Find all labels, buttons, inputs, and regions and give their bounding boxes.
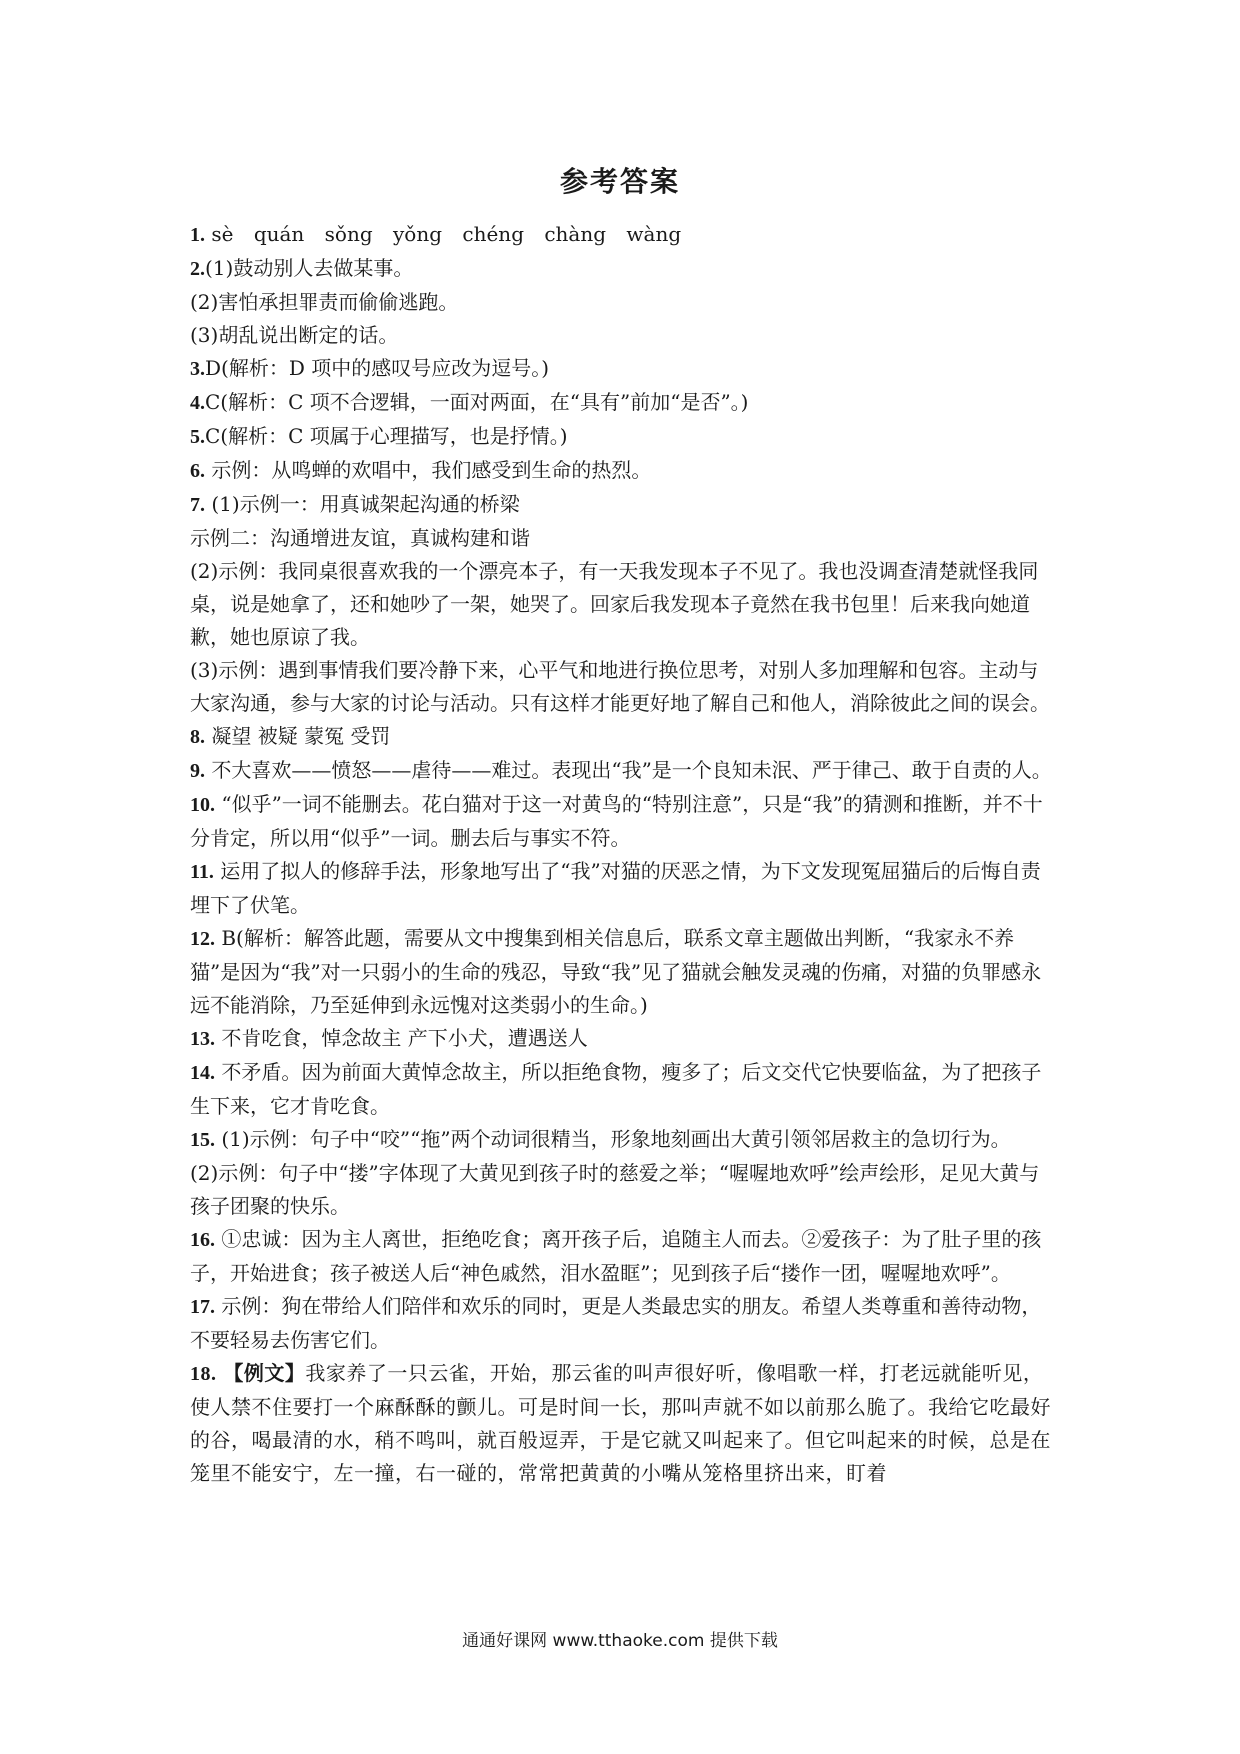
answer-7-line-2: 示例二：沟通增进友谊，真诚构建和谐 [190, 526, 530, 550]
answer-2 [190, 252, 1058, 286]
answer-number: 15. [190, 1129, 215, 1151]
answer-number: 5. [190, 426, 205, 448]
answer-text: B(解析：解答此题，需要从文中搜集到相关信息后，联系文章主题做出判断，“我家永不养猫”是因为“我”对一只弱小的生命的残忍，导致“我”见了猫就会触发灵魂的伤痛，对猫的负罪感永远不能消除，乃至延伸到永远愧对这类弱小的生命。) [190, 926, 1042, 1017]
answer-11 [190, 855, 1058, 922]
answer-text: 示例：从鸣蝉的欢唱中，我们感受到生命的热烈。 [211, 458, 652, 482]
answer-10 [190, 788, 1058, 855]
answer-7 [190, 488, 1058, 522]
answer-number: 7. [190, 494, 205, 516]
answer-17 [190, 1290, 1058, 1357]
answer-number: 18. [190, 1363, 217, 1385]
answer-text: (1)鼓动别人去做某事。 [205, 256, 414, 280]
answer-number: 14. [190, 1062, 215, 1084]
answer-text: D(解析：D 项中的感叹号应改为逗号。) [205, 356, 550, 380]
answer-text: 不大喜欢——愤怒——虐待——难过。表现出“我”是一个良知未泯、严于律己、敢于自责的人。 [211, 758, 1052, 782]
answer-text: “似乎”一词不能删去。花白猫对于这一对黄鸟的“特别注意”，只是“我”的猜测和推断，并不十分肯定，所以用“似乎”一词。删去后与事实不符。 [190, 792, 1043, 850]
answer-text: 不矛盾。因为前面大黄悼念故主，所以拒绝食物，瘦多了；后文交代它快要临盆，为了把孩子生下来，它才肯吃食。 [190, 1060, 1042, 1118]
answer-number: 12. [190, 928, 215, 950]
answer-15 [190, 1123, 1058, 1157]
answer-number: 9. [190, 760, 205, 782]
example-essay-text: 我家养了一只云雀，开始，那云雀的叫声很好听，像唱歌一样，打老远就能听见，使人禁不住要打一个麻酥酥的颤儿。可是时间一长，那叫声就不如以前那么脆了。我给它吃最好的谷，喝最清的水，稍不鸣叫，就百般逗弄，于是它就又叫起来了。但它叫起来的时候，总是在笼里不能安宁，左一撞，右一碰的，常常把黄黄的小嘴从笼格里挤出来，盯着 [190, 1361, 1051, 1485]
answer-number: 4. [190, 392, 205, 414]
answer-15-line-2: (2)示例：句子中“搂”字体现了大黄见到孩子时的慈爱之举；“喔喔地欢呼”绘声绘形，足见大黄与孩子团聚的快乐。 [190, 1161, 1040, 1218]
answer-number: 17. [190, 1296, 215, 1318]
answer-7-line-4: (3)示例：遇到事情我们要冷静下来，心平气和地进行换位思考，对别人多加理解和包容。主动与大家沟通，参与大家的讨论与活动。只有这样才能更好地了解自己和他人，消除彼此之间的误会。 [190, 658, 1050, 715]
answer-text: 运用了拟人的修辞手法，形象地写出了“我”对猫的厌恶之情，为下文发现冤屈猫后的后悔自责埋下了伏笔。 [190, 859, 1041, 917]
answer-text: ①忠诚：因为主人离世，拒绝吃食；离开孩子后，追随主人而去。②爱孩子：为了肚子里的孩子，开始进食；孩子被送人后“神色戚然，泪水盈眶”；见到孩子后“搂作一团，喔喔地欢呼”。 [190, 1227, 1042, 1285]
answer-number: 8. [190, 726, 205, 748]
answer-13 [190, 1022, 1058, 1056]
answer-text: (1)示例一：用真诚架起沟通的桥梁 [211, 492, 520, 516]
answer-4 [190, 386, 1058, 420]
answer-1 [190, 218, 1058, 252]
answer-3 [190, 352, 1058, 386]
answer-6 [190, 454, 1058, 488]
answer-8 [190, 720, 1058, 754]
answer-text: 不肯吃食，悼念故主 产下小犬，遭遇送人 [221, 1026, 588, 1050]
answer-number: 2. [190, 258, 205, 280]
answer-2-line-3: (3)胡乱说出断定的话。 [190, 323, 399, 347]
answer-7-line-3: (2)示例：我同桌很喜欢我的一个漂亮本子，有一天我发现本子不见了。我也没调查清楚就怪我同桌，说是她拿了，还和她吵了一架，她哭了。回家后我发现本子竟然在我书包里！后来我向她道歉，她也原谅了我。 [190, 559, 1039, 649]
answer-text: 示例：狗在带给人们陪伴和欢乐的同时，更是人类最忠实的朋友。希望人类尊重和善待动物，不要轻易去伤害它们。 [190, 1294, 1042, 1352]
answer-number: 13. [190, 1028, 215, 1050]
answer-text: (1)示例：句子中“咬”“拖”两个动词很精当，形象地刻画出大黄引领邻居救主的急切行为。 [221, 1127, 1011, 1151]
example-essay-tag: 【例文】 [223, 1361, 306, 1385]
page-footer: 通通好课网 www.tthaoke.com 提供下载 [462, 1631, 778, 1651]
answer-number: 16. [190, 1229, 215, 1251]
answer-text: 凝望 被疑 蒙冤 受罚 [211, 724, 391, 748]
answer-number: 3. [190, 358, 205, 380]
answer-number: 10. [190, 794, 215, 816]
answer-text: C(解析：C 项属于心理描写，也是抒情。) [205, 424, 568, 448]
answer-number: 1. [190, 224, 205, 246]
answer-2-line-2: (2)害怕承担罪责而偷偷逃跑。 [190, 290, 459, 314]
answer-text: C(解析：C 项不合逻辑，一面对两面，在“具有”前加“是否”。) [205, 390, 749, 414]
answer-14 [190, 1056, 1058, 1123]
answer-number: 11. [190, 861, 214, 883]
answer-18 [190, 1357, 1058, 1490]
answer-12 [190, 922, 1058, 1022]
answer-text: sè quán sǒng yǒng chéng chàng wàng [211, 222, 682, 246]
answer-number: 6. [190, 460, 205, 482]
answer-list [190, 218, 1058, 1490]
answer-16 [190, 1223, 1058, 1290]
answer-9 [190, 754, 1058, 788]
page-title: 参考答案 [559, 165, 680, 198]
answer-5 [190, 420, 1058, 454]
